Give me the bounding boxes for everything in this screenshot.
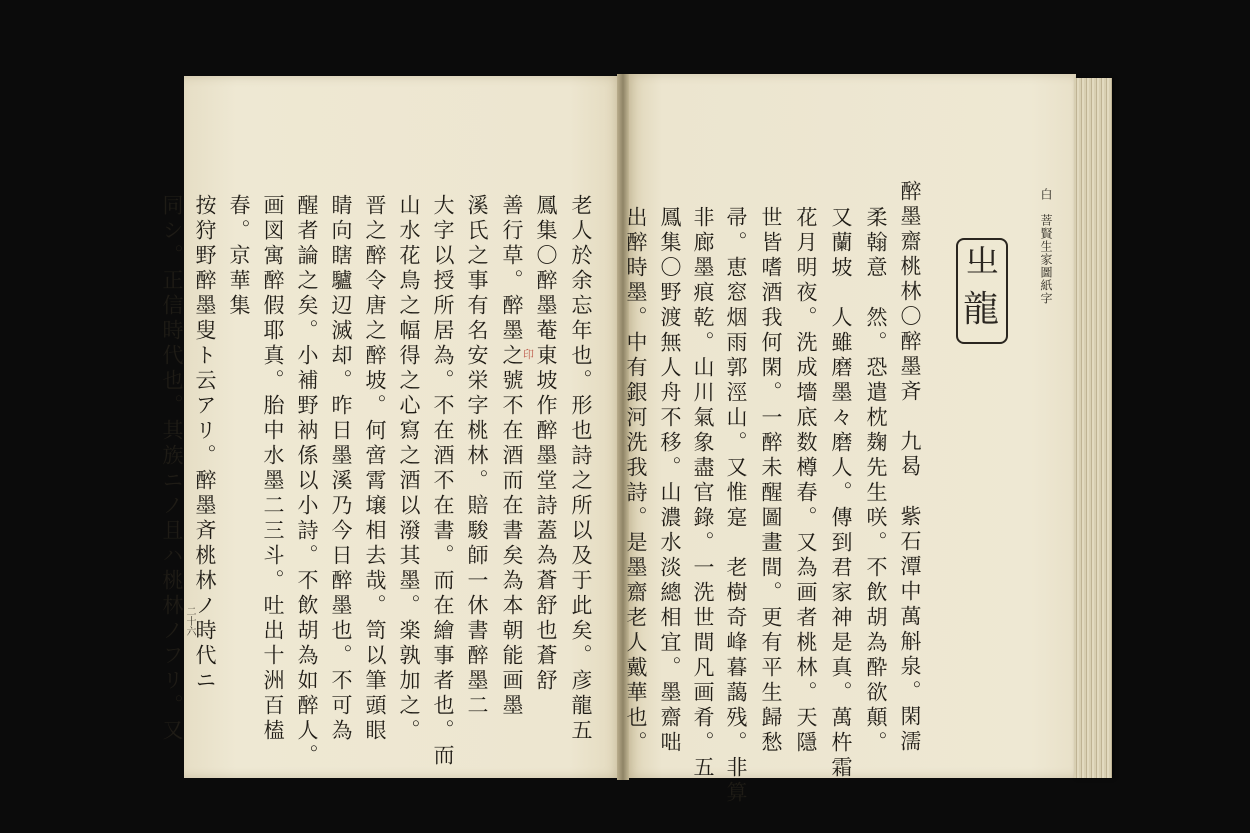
seal-stamp: 㞢 龍 (956, 238, 1008, 344)
text-column-15: 山水花鳥之幅得之心寫之酒以潑其墨。楽孰加之。 (397, 194, 421, 744)
text-column-7: 非廊墨痕乾。山川氣象盡官錄。一洗世間凡画肴。五 (691, 206, 715, 781)
text-column-12: 善行草。醉墨之號不在酒而在書矣為本朝能画墨 (500, 194, 524, 719)
text-column-3: 又蘭坡 人雖磨墨々磨人。傳到君家神是真。萬杵霜 (829, 206, 853, 781)
text-column-9: 出醉時墨。中有銀河洗我詩。是墨齋老人戴華也。 (624, 206, 648, 756)
text-column-18: 醒者論之矣。小補野衲係以小詩。不飲胡為如醉人。 (295, 194, 319, 769)
inscription-column: 白 菩賢生家圖紙字 (1039, 188, 1053, 305)
text-column-2: 柔翰意 然。恐遣枕麹先生咲。不飲胡為酔欲顛。 (864, 206, 888, 756)
text-column-8: 鳳集〇野渡無人舟不移。山濃水淡總相宜。墨齋咄 (658, 206, 682, 756)
text-column-6: 帚。恵窓烟雨郭涇山。又惟寔 老樹奇峰暮藹残。非算 (724, 206, 748, 806)
text-column-1: 醉墨齋桃林〇醉墨斉 九曷 紫石潭中萬斛泉。閑濡 (898, 180, 922, 755)
page-edges (1074, 78, 1112, 778)
text-column-19: 画図寓醉假耶真。胎中水墨二三斗。吐出十洲百榼 (261, 194, 285, 744)
text-column-22: 同シ。正信時代也。其族ニノ且ハ桃林ノフリ。又 (160, 194, 184, 744)
text-column-14: 大字以授所居為。不在酒不在書。而在繪事者也。而 (431, 194, 455, 769)
page-number: 二十六 (184, 606, 195, 636)
text-column-17: 睛向瞎驢辺滅却。昨日墨溪乃今日醉墨也。不可為 (329, 194, 353, 744)
text-column-20: 春。京華集 (227, 194, 251, 319)
text-column-10: 老人於余忘年也。形也詩之所以及于此矣。彦龍五 (569, 194, 593, 744)
text-column-11: 鳳集〇醉墨菴東坡作醉墨堂詩蓋為蒼舒也蒼舒 (534, 194, 558, 694)
text-column-16: 晋之醉令唐之醉坡。何啻霄壌相去哉。笥以筆頭眼 (363, 194, 387, 744)
red-seal-mark: 印 (523, 348, 534, 361)
text-column-4: 花月明夜。洗成墻底数樽春。又為画者桃林。天隱 (794, 206, 818, 756)
text-column-13: 溪氏之事有名安栄字桃林。賠駿師一休書醉墨二 (465, 194, 489, 719)
text-column-5: 世皆嗜酒我何閑。一醉未醒圖畫間。更有平生歸愁 (759, 206, 783, 756)
text-column-21: 按狩野醉墨叟ト云アリ。醉墨斉桃林ノ時代ニ (193, 194, 217, 694)
